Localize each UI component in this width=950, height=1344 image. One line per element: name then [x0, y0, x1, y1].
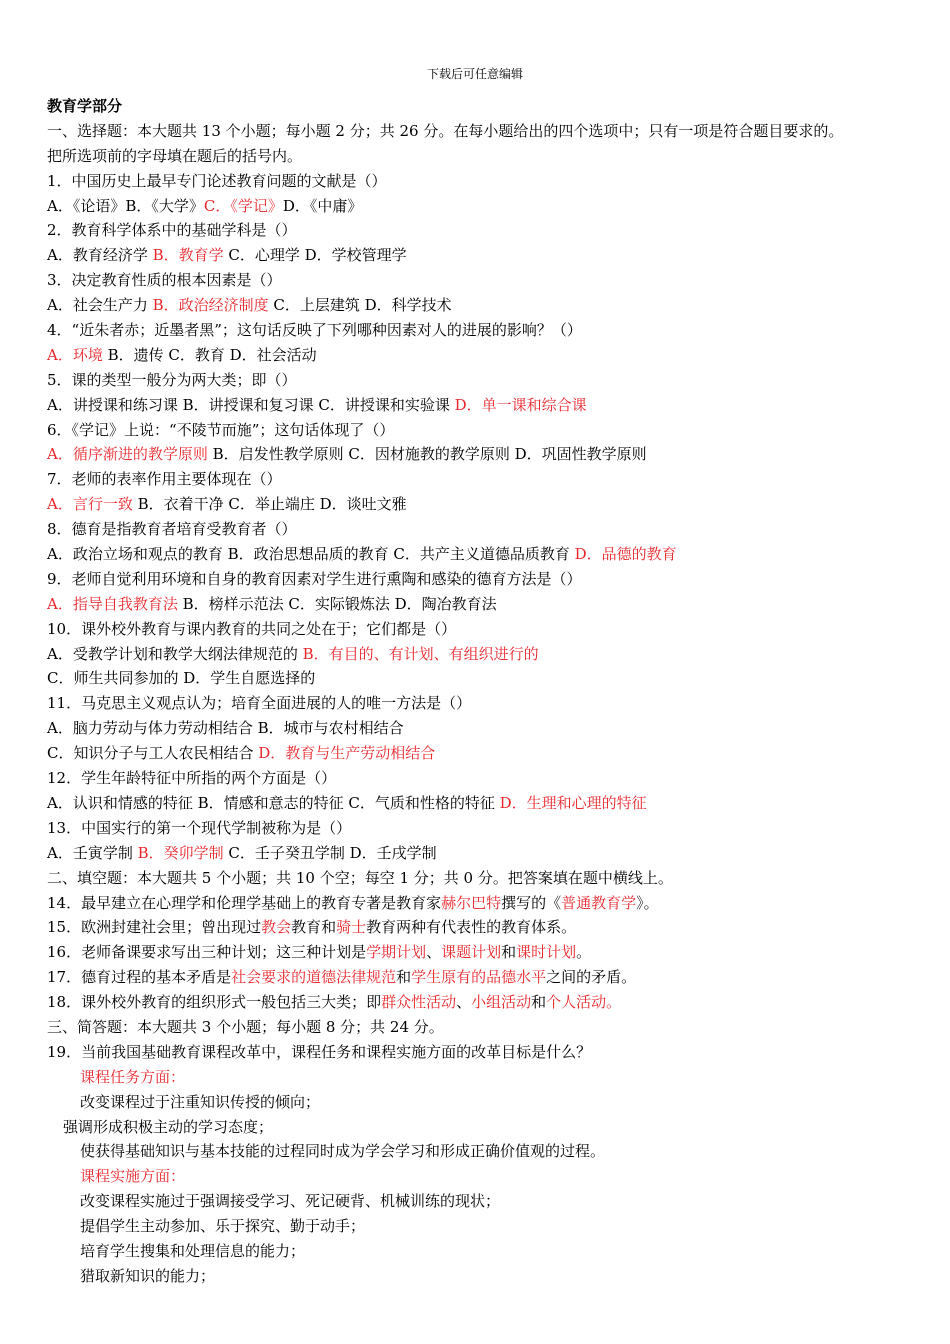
section-heading: 二、填空题：本大题共 5 个小题；共 10 个空；每空 1 分；共 0 分。把答案填在题中横线上。: [47, 868, 673, 887]
option-line: A．指导自我教育法 B．榜样示范法 C．实际锻炼法 D．陶冶教育法: [47, 594, 497, 613]
option-line: A．受教学计划和教学大纲法律规范的 B．有目的、有计划、有组织进行的: [47, 644, 539, 663]
answer-text: B．教育学: [152, 246, 229, 265]
answer-line: 培育学生搜集和处理信息的能力；: [80, 1241, 306, 1260]
question-line: 7．老师的表率作用主要体现在（）: [47, 470, 282, 489]
option-line: C．知识分子与工人农民相结合 D．教育与生产劳动相结合: [47, 744, 436, 763]
answer-line: 强调形成积极主动的学习态度；: [63, 1117, 274, 1136]
answer-text: 教会: [261, 918, 292, 937]
answer-text: 社会要求的道德法律规范: [231, 968, 397, 987]
answer-line: 猎取新知识的能力；: [80, 1266, 216, 1285]
answer-line: 使获得基础知识与基本技能的过程同时成为学会学习和形成正确价值观的过程。: [80, 1142, 606, 1161]
option-line: A．脑力劳动与体力劳动相结合 B．城市与农村相结合: [47, 719, 404, 738]
fill-blank-line: 18．课外校外教育的组织形式一般包括三大类；即群众性活动、小组活动和个人活动。: [47, 993, 622, 1012]
option-line: C．师生共同参加的 D．学生自愿选择的: [47, 669, 316, 688]
question-line: 5．课的类型一般分为两大类；即（）: [47, 370, 297, 389]
answer-text: 课程任务方面：: [80, 1067, 186, 1086]
option-line: A．言行一致 B．衣着干净 C．举止端庄 D．谈吐文雅: [47, 495, 407, 514]
section-heading: 三、简答题：本大题共 3 个小题；每小题 8 分；共 24 分。: [47, 1017, 444, 1036]
answer-text: 个人活动。: [546, 993, 622, 1012]
option-line: A．循序渐进的教学原则 B．启发性教学原则 C．因材施教的教学原则 D．巩固性教学原则: [47, 445, 647, 464]
answer-text: 课题计划: [441, 943, 502, 962]
fill-blank-line: 15．欧洲封建社会里；曾出现过教会教育和骑士教育两种有代表性的教育体系。: [47, 918, 577, 937]
answer-text: A．循序渐进的教学原则: [47, 445, 213, 464]
fill-blank-line: 17．德育过程的基本矛盾是社会要求的道德法律规范和学生原有的品德水平之间的矛盾。: [47, 968, 637, 987]
option-line: A．壬寅学制 B．癸卯学制 C．壬子癸丑学制 D．壬戌学制: [47, 843, 437, 862]
question-line: 1．中国历史上最早专门论述教育问题的文献是（）: [47, 171, 387, 190]
answer-text: D．品德的教育: [574, 545, 677, 564]
answer-text: A．指导自我教育法: [47, 594, 183, 613]
answer-text: D．生理和心理的特征: [499, 793, 647, 812]
answer-text: D．单一课和综合课: [454, 395, 587, 414]
question-line: 10．课外校外教育与课内教育的共同之处在于；它们都是（）: [47, 619, 457, 638]
question-line: 6．《学记》上说：“不陵节而施”；这句话体现了（）: [47, 420, 395, 439]
answer-text: 骑士: [336, 918, 367, 937]
option-line: A．环境 B．遗传 C．教育 D．社会活动: [47, 345, 317, 364]
option-line: A．认识和情感的特征 B．情感和意志的特征 C．气质和性格的特征 D．生理和心理的特征: [47, 793, 647, 812]
fill-blank-line: 14．最早建立在心理学和伦理学基础上的教育专著是教育家赫尔巴特撰写的《普通教育学》。: [47, 893, 659, 912]
question-line: 3．决定教育性质的根本因素是（）: [47, 271, 282, 290]
question-line: 13．中国实行的第一个现代学制被称为是（）: [47, 818, 352, 837]
page-header: 下载后可任意编辑: [426, 67, 523, 81]
answer-line: 改变课程实施过于强调接受学习、死记硬背、机械训练的现状；: [80, 1192, 501, 1211]
answer-line: 改变课程过于注重知识传授的倾向；: [80, 1092, 321, 1111]
question-line: 12．学生年龄特征中所指的两个方面是（）: [47, 769, 337, 788]
answer-text: A．言行一致: [47, 495, 138, 514]
answer-text: 赫尔巴特: [441, 893, 502, 912]
question-line: 11．马克思主义观点认为；培育全面进展的人的唯一方法是（）: [47, 694, 472, 713]
answer-text: 学期计划: [366, 943, 427, 962]
option-line: A．讲授课和练习课 B．讲授课和复习课 C．讲授课和实验课 D．单一课和综合课: [47, 395, 587, 414]
fill-blank-line: 16．老师备课要求写出三种计划；这三种计划是学期计划、课题计划和课时计划。: [47, 943, 592, 962]
answer-text: 课时计划: [516, 943, 577, 962]
answer-text: 群众性活动: [381, 993, 457, 1012]
question-line: 8．德育是指教育者培育受教育者（）: [47, 520, 297, 539]
question-line: 19．当前我国基础教育课程改革中，课程任务和课程实施方面的改革目标是什么？: [47, 1042, 592, 1061]
answer-heading: [47, 1164, 937, 1189]
answer-text: A．环境: [47, 345, 108, 364]
question-line: 9．老师自觉利用环境和自身的教育因素对学生进行熏陶和感染的德育方法是（）: [47, 569, 582, 588]
answer-text: B．有目的、有计划、有组织进行的: [302, 644, 539, 663]
section-title: 教育学部分: [47, 97, 123, 115]
question-line: 4．“近朱者赤；近墨者黑”；这句话反映了下列哪种因素对人的进展的影响？（）: [47, 321, 582, 340]
answer-text: B．癸卯学制: [137, 843, 229, 862]
question-line: 一、选择题：本大题共 13 个小题；每小题 2 分；共 26 分。在每小题给出的四个选项中；只有一项是符合题目要求的。: [47, 121, 844, 140]
answer-text: D．教育与生产劳动相结合: [258, 744, 436, 763]
document-body: [47, 94, 937, 1289]
option-line: A．政治立场和观点的教育 B．政治思想品质的教育 C．共产主义道德品质教育 D．品德的教育: [47, 545, 677, 564]
option-line: A．《论语》B．《大学》C．《学记》D．《中庸》: [47, 196, 363, 215]
answer-text: 课程实施方面：: [80, 1167, 186, 1186]
answer-heading: [47, 1065, 937, 1090]
question-line: 把所选项前的字母填在题后的括号内。: [47, 146, 303, 165]
answer-text: 普通教育学: [561, 893, 637, 912]
option-line: A．社会生产力 B．政治经济制度 C．上层建筑 D．科学技术: [47, 296, 452, 315]
option-line: A．教育经济学 B．教育学 C．心理学 D．学校管理学: [47, 246, 407, 265]
answer-text: C．《学记》: [203, 196, 283, 215]
answer-line: 提倡学生主动参加、乐于探究、勤于动手；: [80, 1217, 366, 1236]
answer-text: 学生原有的品德水平: [411, 968, 547, 987]
question-line: 2．教育科学体系中的基础学科是（）: [47, 221, 297, 240]
answer-text: 小组活动: [471, 993, 532, 1012]
answer-text: B．政治经济制度: [152, 296, 274, 315]
